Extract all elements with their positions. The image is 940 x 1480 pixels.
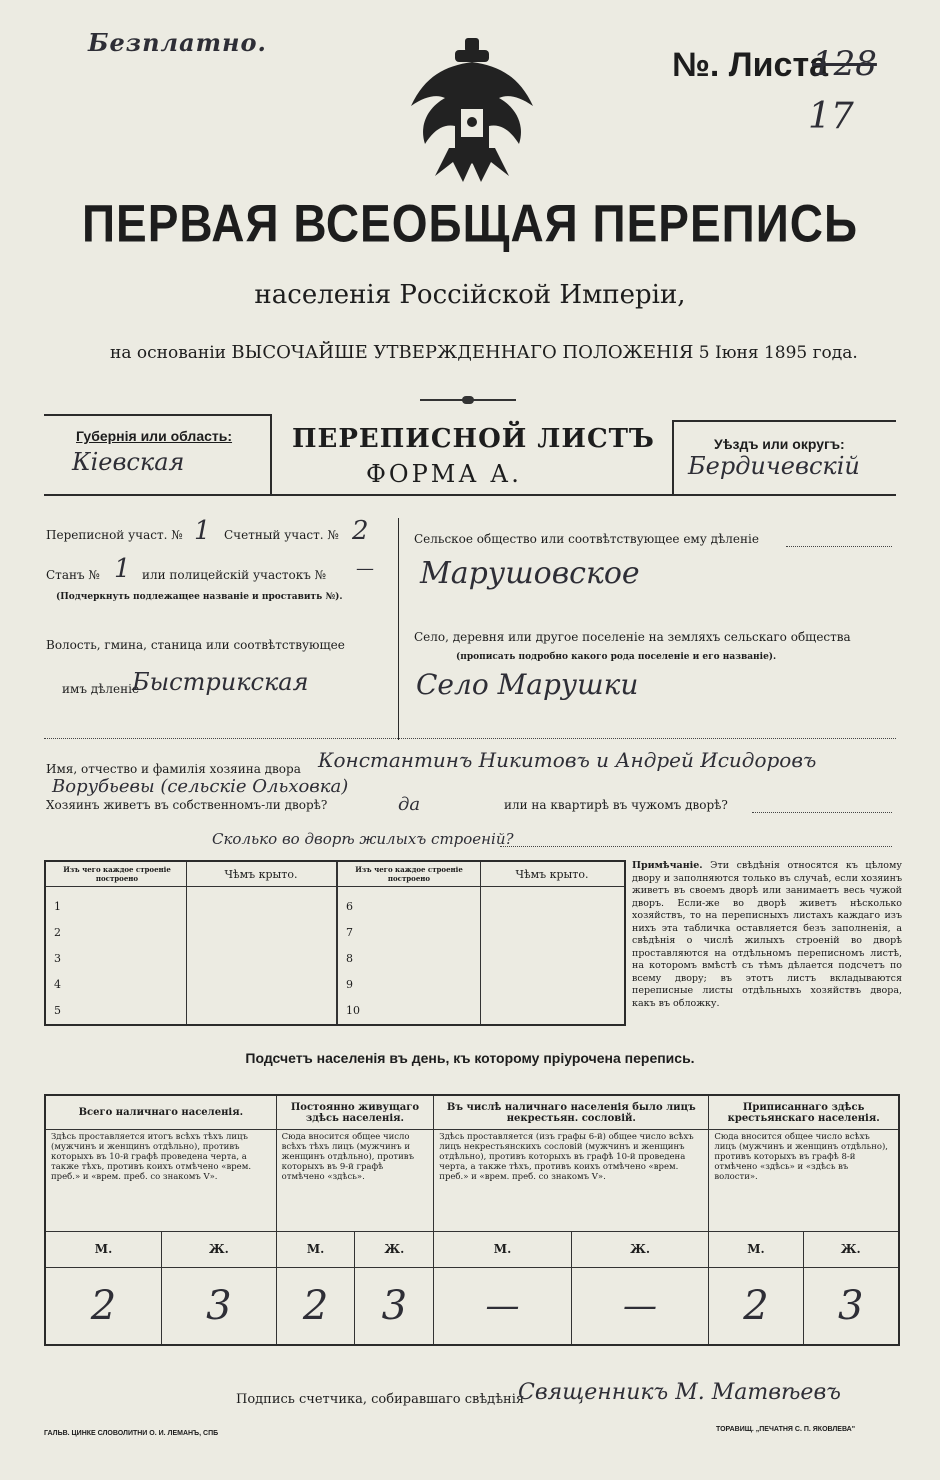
owner-value: Константинъ Никитовъ и Андрей Исидоровъ (318, 748, 817, 772)
sheet-label: №. Листа (672, 46, 829, 84)
owner-value-2: Ворубьевы (сельскіе Ольховка) (52, 776, 349, 797)
volost-label-2: имъ дѣленіе (62, 682, 140, 696)
row-number: 10 (346, 1004, 360, 1017)
own-yard-value: да (398, 794, 421, 815)
volost-value: Быстрикская (132, 668, 309, 696)
counting-district-label: Счетный участ. № (224, 528, 339, 542)
basis-prefix: на основаніи (110, 343, 226, 363)
row-number: 6 (346, 900, 353, 913)
count-value-registered-female: 3 (803, 1268, 899, 1345)
rows-right (346, 894, 360, 1024)
printer-left: ГАЛЬВ. ЦИНКЕ СЛОВОЛИТНИ О. И. ЛЕМАНЪ, СПБ (44, 1430, 219, 1437)
sheet-number: 17 (808, 96, 854, 137)
page-subtitle: населенія Россійской Имперіи, (254, 280, 686, 310)
form-title: ПЕРЕПИСНОЙ ЛИСТЪ (292, 424, 655, 454)
male-label: М. (276, 1231, 355, 1268)
vertical-divider (398, 518, 399, 740)
uezd-value: Бердичевскій (688, 452, 860, 480)
female-label: Ж. (355, 1231, 434, 1268)
count-value-permanent-female: 3 (355, 1268, 434, 1345)
rule (672, 420, 674, 496)
count-head-permanent: Постоянно живущаго здѣсь населенія. (276, 1095, 434, 1130)
count-head-registered: Приписаннаго здѣсь крестьянскаго населенія. (709, 1095, 899, 1130)
rule (44, 414, 272, 416)
dotted-separator (44, 738, 896, 739)
note-text: Эти свѣдѣнія относятся къ цѣлому двору и заполняются только въ случаѣ, если хозяинъ живетъ въ своемъ дворѣ или занимаетъ весь чужой дворъ. Если-же во дворѣ живетъ нѣсколько хозяйствъ, то на переписныхъ листахъ каждаго изъ нихъ эта табличка оставляется безъ заполненія, а свѣдѣнія о числѣ жилыхъ строеній во дворѣ проставляются на отдѣльномъ переписномъ листѣ, на которомъ вмѣстѣ съ тѣмъ дѣлается подсчетъ по всему двору; въ этотъ листъ вкладываются переписные листы отдѣльныхъ хозяйствъ двора, какъ въ обложку. (632, 860, 902, 1009)
stan-label: Станъ № (46, 568, 100, 582)
village-note: (прописать подробно какого рода поселеніе и его названіе). (456, 652, 777, 662)
rented-label: или на квартирѣ въ чужомъ дворѣ? (504, 798, 728, 812)
dotted-fill (786, 546, 892, 547)
society-value: Марушовское (420, 556, 640, 591)
row-number: 8 (346, 952, 353, 965)
rule (270, 414, 272, 496)
row-number: 4 (54, 978, 61, 991)
village-label: Село, деревня или другое поселеніе на земляхъ сельскаго общества (414, 630, 851, 644)
imperial-eagle-icon (405, 36, 539, 186)
row-number: 5 (54, 1004, 61, 1017)
rule (44, 494, 896, 496)
uezd-label: Уѣздъ или округъ: (714, 436, 845, 452)
free-label: Безплатно. (88, 28, 267, 57)
row-number: 1 (54, 900, 61, 913)
col-material-right: Изъ чего каждое строеніе построено (355, 865, 463, 883)
basis-main: ВЫСОЧАЙШЕ УТВЕРЖДЕННАГО ПОЛОЖЕНІЯ (231, 342, 694, 363)
signature-label: Подпись счетчика, собиравшаго свѣдѣнія (236, 1392, 525, 1407)
female-label: Ж. (571, 1231, 709, 1268)
col-material-left: Изъ чего каждое строеніе построено (63, 865, 171, 883)
row-number: 2 (54, 926, 61, 939)
counting-district-value: 2 (352, 516, 369, 546)
female-label: Ж. (162, 1231, 277, 1268)
form-name: ФОРМА А. (366, 460, 522, 488)
count-desc-permanent: Сюда вносится общее число всѣхъ тѣхъ лицъ (мужчинъ и женщинъ отдѣльно), противъ которыхъ въ 9-й графѣ отмѣчено «здѣсь». (276, 1130, 434, 1232)
volost-label: Волость, гмина, станица или соотвѣтствующее (46, 638, 345, 652)
buildings-table (44, 860, 626, 1026)
stan-value: 1 (114, 554, 131, 584)
count-title: Подсчетъ населенія въ день, къ которому пріурочена перепись. (245, 1050, 695, 1066)
buildings-note (632, 860, 902, 1010)
count-desc-total: Здѣсь проставляется итогъ всѣхъ тѣхъ лицъ (мужчинъ и женщинъ отдѣльно), противъ которыхъ въ 10-й графѣ проведена черта, а также тѣхъ, противъ коихъ отмѣчено «врем. преб.» и «врем. преб. со знакомъ V». (45, 1130, 276, 1232)
male-label: М. (45, 1231, 162, 1268)
buildings-question: Сколько во дворѣ жилыхъ строеній? (212, 830, 514, 848)
count-head-nonpeasant: Въ числѣ наличнаго населенія было лицъ некрестьян. сословій. (434, 1095, 709, 1130)
own-yard-label: Хозяинъ живетъ въ собственномъ-ли дворѣ? (46, 798, 328, 812)
row-number: 9 (346, 978, 353, 991)
male-label: М. (709, 1231, 803, 1268)
rule (672, 420, 896, 422)
police-label: или полицейскій участокъ № (142, 568, 327, 582)
row-number: 3 (54, 952, 61, 965)
gubernia-value: Кіевская (72, 448, 185, 476)
page-title: ПЕРВАЯ ВСЕОБЩАЯ ПЕРЕПИСЬ (81, 193, 859, 253)
signature-value: Священникъ М. Матвѣевъ (518, 1380, 841, 1405)
ornament-divider (420, 396, 516, 404)
census-district-label: Переписной участ. № (46, 528, 183, 542)
count-value-nonpeasant-female: — (571, 1268, 709, 1345)
gubernia-label: Губернія или область: (76, 428, 233, 444)
count-head-total: Всего наличнаго населенія. (45, 1095, 276, 1130)
col-roof-left: Чѣмъ крыто. (224, 868, 298, 881)
police-value: — (356, 558, 374, 579)
count-value-total-male: 2 (45, 1268, 162, 1345)
count-value-permanent-male: 2 (276, 1268, 355, 1345)
basis-line (110, 342, 858, 363)
dotted-fill (752, 812, 892, 813)
rows-left (54, 894, 61, 1024)
col-roof-right: Чѣмъ крыто. (515, 868, 589, 881)
row-number: 7 (346, 926, 353, 939)
count-desc-nonpeasant: Здѣсь проставляется (изъ графы 6-й) общее число всѣхъ лицъ некрестьянскихъ сословій (мужчинъ и женщинъ отдѣльно), противъ которыхъ въ графѣ 10-й проведена черта, а также тѣхъ, противъ коихъ отмѣчено «врем. преб.» и «врем. преб. со знакомъ V». (434, 1130, 709, 1232)
basis-date: 5 Іюня 1895 года. (698, 343, 858, 363)
count-desc-registered: Сюда вносится общее число всѣхъ лицъ (мужчинъ и женщинъ отдѣльно), противъ которыхъ въ графѣ 8-й отмѣчено «здѣсь» и «здѣсь въ волости». (709, 1130, 899, 1232)
male-label: М. (434, 1231, 572, 1268)
count-value-registered-male: 2 (709, 1268, 803, 1345)
owner-label: Имя, отчество и фамилія хозяина двора (46, 762, 301, 776)
printer-right: ТОРАВИЩ. „ПЕЧАТНЯ С. П. ЯКОВЛЕВА" (716, 1426, 856, 1433)
dotted-fill (500, 846, 892, 847)
note-title: Примѣчаніе. (632, 860, 703, 871)
society-label: Сельское общество или соотвѣтствующее ему дѣленіе (414, 532, 759, 546)
census-district-value: 1 (194, 516, 211, 546)
underline-note: (Подчеркнуть подлежащее названіе и проставить №). (56, 592, 343, 602)
sheet-number-crossed: 128 (812, 44, 877, 84)
population-count-table (44, 1094, 900, 1346)
count-value-nonpeasant-male: — (434, 1268, 572, 1345)
count-value-total-female: 3 (162, 1268, 277, 1345)
village-value: Село Марушки (416, 668, 639, 701)
female-label: Ж. (803, 1231, 899, 1268)
